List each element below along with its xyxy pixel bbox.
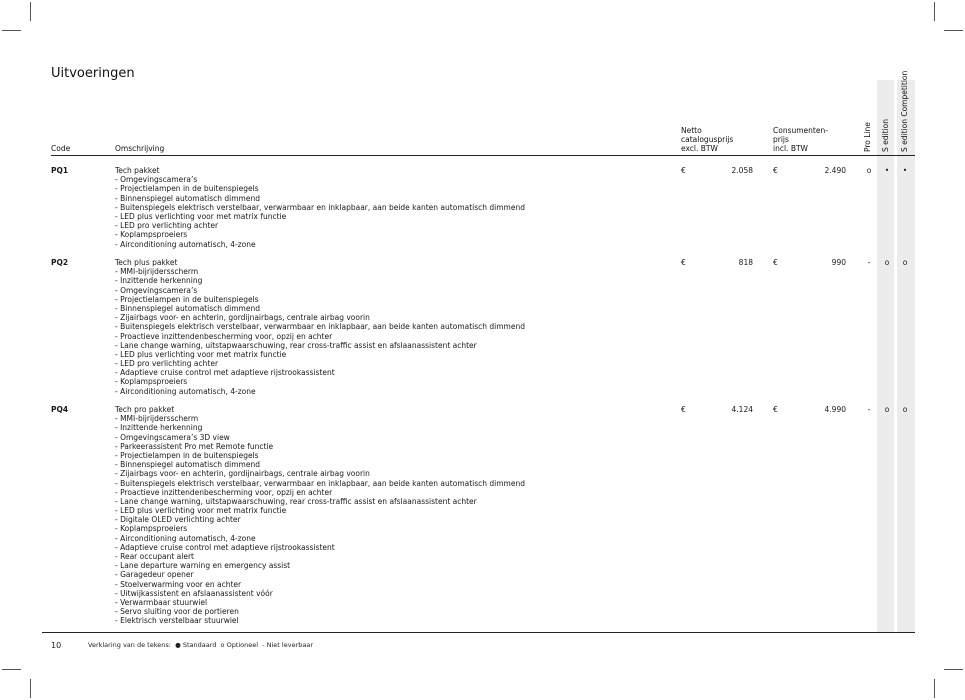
description-line: - Omgevingscamera’s bbox=[115, 175, 198, 185]
row-description bbox=[115, 258, 655, 396]
crop-mark bbox=[2, 669, 21, 670]
description-line: - Lane change warning, uitstapwaarschuwing, rear cross-traffic assist en afslaanassistent achter bbox=[115, 496, 477, 506]
page-title: Uitvoeringen bbox=[51, 66, 135, 81]
description-line: - MMI-bijrijdersscherm bbox=[115, 267, 199, 277]
row-code: PQ4 bbox=[51, 405, 69, 414]
availability-mark: o bbox=[866, 166, 872, 175]
description-line: - Inzittende herkenning bbox=[115, 276, 203, 286]
currency-symbol: € bbox=[681, 166, 686, 175]
availability-mark: o bbox=[884, 258, 890, 267]
crop-mark bbox=[944, 30, 963, 31]
legend bbox=[88, 641, 313, 649]
header-net-price: Netto catalogusprijs excl. BTW bbox=[681, 126, 734, 153]
legend-not-available: - Niet leverbaar bbox=[262, 641, 313, 649]
description-line: - Garagedeur opener bbox=[115, 570, 194, 580]
description-line: - Zijairbags voor- en achterin, gordijnairbags, centrale airbag voorin bbox=[115, 313, 370, 323]
header-description: Omschrijving bbox=[115, 144, 165, 153]
description-line: - Omgevingscamera’s 3D view bbox=[115, 432, 230, 442]
description-line: - Inzittende herkenning bbox=[115, 423, 203, 433]
page-number: 10 bbox=[51, 641, 62, 650]
header-s-edition: S edition bbox=[881, 119, 890, 152]
description-line: - Proactieve inzittendenbescherming voor, opzij en achter bbox=[115, 331, 333, 341]
description-line: - LED pro verlichting achter bbox=[115, 359, 219, 369]
crop-mark bbox=[30, 679, 31, 698]
net-price: 818 bbox=[738, 258, 753, 267]
description-line: Tech pro pakket bbox=[115, 405, 175, 414]
availability-mark: • bbox=[902, 166, 908, 175]
crop-mark bbox=[934, 679, 935, 698]
availability-mark: o bbox=[884, 405, 890, 414]
description-line: - Airconditioning automatisch, 4-zone bbox=[115, 533, 256, 543]
description-line: - Koplampsproeiers bbox=[115, 230, 188, 240]
description-line: - Servo sluiting voor de portieren bbox=[115, 607, 239, 617]
description-line: - Parkeerassistent Pro met Remote functie bbox=[115, 441, 274, 451]
crop-mark bbox=[944, 669, 963, 670]
description-line: - Airconditioning automatisch, 4-zone bbox=[115, 386, 256, 396]
description-line: Tech pakket bbox=[115, 166, 160, 175]
legend-label: Verklaring van de tekens: bbox=[88, 641, 171, 649]
currency-symbol: € bbox=[681, 258, 686, 267]
description-line: - MMI-bijrijdersscherm bbox=[115, 414, 199, 424]
availability-mark: - bbox=[867, 258, 871, 267]
description-line: - Projectielampen in de buitenspiegels bbox=[115, 450, 259, 460]
description-line: - Lane change warning, uitstapwaarschuwing, rear cross-traffic assist en afslaanassistent achter bbox=[115, 340, 477, 350]
description-line: - Buitenspiegels elektrisch verstelbaar, verwarmbaar en inklapbaar, aan beide kanten automatisch dimmend bbox=[115, 202, 525, 212]
row-description bbox=[115, 166, 655, 249]
availability-mark: • bbox=[884, 166, 890, 175]
net-price: 2.058 bbox=[731, 166, 753, 175]
description-line: - Binnenspiegel automatisch dimmend bbox=[115, 193, 260, 203]
consumer-price: 2.490 bbox=[824, 166, 846, 175]
availability-mark: o bbox=[902, 258, 908, 267]
description-line: - Uitwijkassistent en afslaanassistent vóór bbox=[115, 588, 273, 598]
description-line: Tech plus pakket bbox=[115, 258, 178, 267]
crop-mark bbox=[934, 2, 935, 21]
description-line: - Proactieve inzittendenbescherming voor, opzij en achter bbox=[115, 487, 333, 497]
availability-mark: - bbox=[867, 405, 871, 414]
legend-optional: o Optioneel bbox=[220, 641, 259, 649]
row-code: PQ1 bbox=[51, 166, 69, 175]
currency-symbol: € bbox=[681, 405, 686, 414]
description-line: - Adaptieve cruise control met adaptieve rijstrookassistent bbox=[115, 542, 335, 552]
row-code: PQ2 bbox=[51, 258, 69, 267]
header-code: Code bbox=[51, 144, 71, 153]
description-line: - Stoelverwarming voor en achter bbox=[115, 579, 242, 589]
header-rule bbox=[51, 155, 915, 156]
net-price: 4.124 bbox=[731, 405, 753, 414]
description-line: - Verwarmbaar stuurwiel bbox=[115, 597, 208, 607]
description-line: - Buitenspiegels elektrisch verstelbaar, verwarmbaar en inklapbaar, aan beide kanten automatisch dimmend bbox=[115, 322, 525, 332]
crop-mark bbox=[30, 2, 31, 21]
currency-symbol: € bbox=[773, 258, 778, 267]
description-line: - Omgevingscamera’s bbox=[115, 285, 198, 295]
description-line: - Projectielampen in de buitenspiegels bbox=[115, 184, 259, 194]
description-line: - Buitenspiegels elektrisch verstelbaar, verwarmbaar en inklapbaar, aan beide kanten automatisch dimmend bbox=[115, 478, 525, 488]
description-line: - LED plus verlichting voor met matrix functie bbox=[115, 349, 287, 359]
description-line: - Adaptieve cruise control met adaptieve rijstrookassistent bbox=[115, 368, 335, 378]
description-line: - Elektrisch verstelbaar stuurwiel bbox=[115, 616, 239, 626]
row-description bbox=[115, 405, 655, 626]
column-bg-s-edition bbox=[877, 80, 894, 632]
description-line: - Koplampsproeiers bbox=[115, 524, 188, 534]
availability-mark: o bbox=[902, 405, 908, 414]
description-line: - Lane departure warning en emergency assist bbox=[115, 561, 291, 571]
description-line: - Rear occupant alert bbox=[115, 552, 194, 561]
description-line: - Digitale OLED verlichting achter bbox=[115, 515, 241, 525]
footer-rule bbox=[42, 632, 915, 633]
description-line: - Zijairbags voor- en achterin, gordijnairbags, centrale airbag voorin bbox=[115, 469, 370, 479]
description-line: - LED pro verlichting achter bbox=[115, 221, 219, 231]
header-consumer-price: Consumenten- prijs incl. BTW bbox=[773, 126, 828, 153]
consumer-price: 4.990 bbox=[824, 405, 846, 414]
description-line: - Projectielampen in de buitenspiegels bbox=[115, 294, 259, 304]
description-line: - LED plus verlichting voor met matrix functie bbox=[115, 211, 287, 221]
header-s-edition-competition: S edition Competition bbox=[900, 70, 909, 152]
column-bg-s-edition-competition bbox=[897, 80, 915, 632]
legend-standard: ● Standaard bbox=[175, 641, 217, 649]
description-line: - Koplampsproeiers bbox=[115, 377, 188, 387]
header-pro-line: Pro Line bbox=[863, 122, 872, 152]
description-line: - Binnenspiegel automatisch dimmend bbox=[115, 303, 260, 313]
crop-mark bbox=[2, 30, 21, 31]
currency-symbol: € bbox=[773, 405, 778, 414]
description-line: - LED plus verlichting voor met matrix functie bbox=[115, 506, 287, 516]
consumer-price: 990 bbox=[831, 258, 846, 267]
description-line: - Airconditioning automatisch, 4-zone bbox=[115, 239, 256, 249]
currency-symbol: € bbox=[773, 166, 778, 175]
description-line: - Binnenspiegel automatisch dimmend bbox=[115, 460, 260, 470]
